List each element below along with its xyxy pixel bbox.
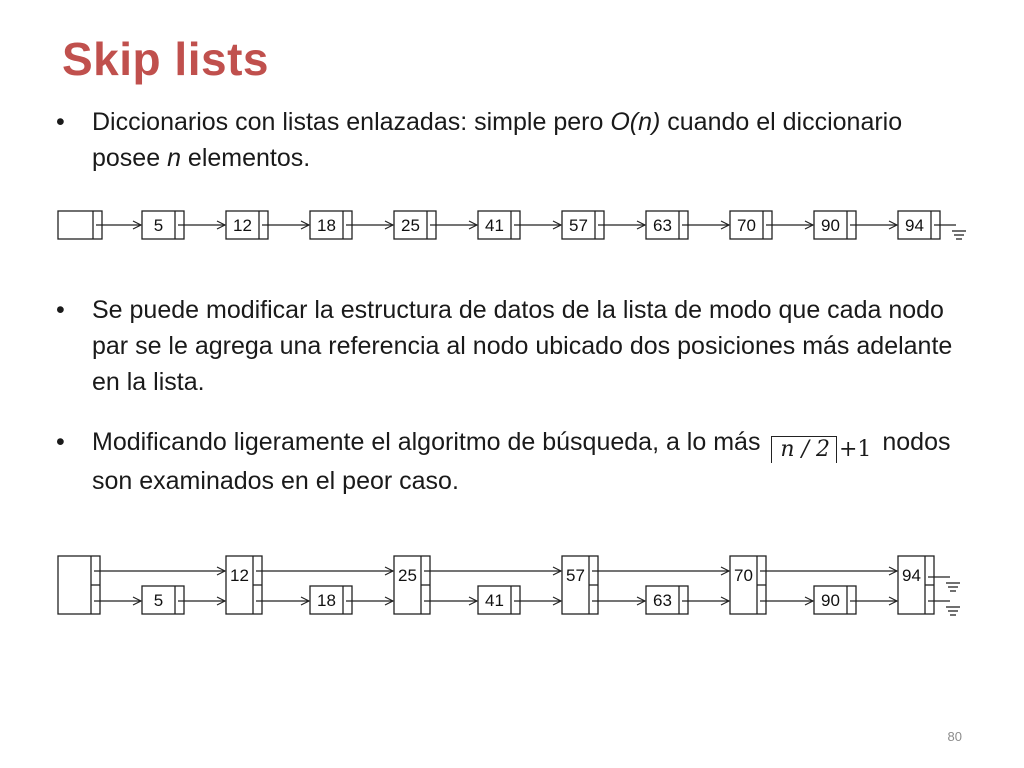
node-key: 12 bbox=[230, 566, 249, 585]
node-key: 57 bbox=[566, 566, 585, 585]
ceiling-formula-variable: n / 2 bbox=[771, 436, 837, 463]
node-key: 57 bbox=[569, 216, 588, 235]
skip-node-one-level bbox=[478, 586, 520, 614]
bullet-1-part-1: Diccionarios con listas enlazadas: simple pero bbox=[92, 108, 611, 136]
skip-node-two-level bbox=[898, 556, 934, 614]
list-node bbox=[394, 211, 436, 239]
skip-node-two-level bbox=[394, 556, 430, 614]
skip-node-one-level bbox=[814, 586, 856, 614]
node-key: 18 bbox=[317, 591, 336, 610]
bullet-3-dot: • bbox=[56, 428, 65, 456]
bullet-1-emphasis-2: n bbox=[167, 144, 181, 172]
bullet-2-text: Se puede modificar la estructura de datos de la lista de modo que cada nodo par se le agrega una referencia al nodo ubicado dos posiciones más adelante en la lista. bbox=[92, 296, 953, 396]
simple-linked-list-diagram bbox=[0, 205, 1024, 245]
bullet-3 bbox=[56, 424, 956, 499]
skip-node-one-level bbox=[310, 586, 352, 614]
node-key: 18 bbox=[317, 216, 336, 235]
node-key: 41 bbox=[485, 216, 504, 235]
list-node bbox=[814, 211, 856, 239]
node-key: 90 bbox=[821, 591, 840, 610]
node-key: 41 bbox=[485, 591, 504, 610]
node-key: 5 bbox=[153, 216, 164, 235]
bullet-1-part-3: elementos. bbox=[180, 144, 311, 172]
skip-node-one-level bbox=[142, 586, 184, 614]
null-ground-symbol bbox=[952, 231, 966, 239]
list-node bbox=[562, 211, 604, 239]
list-node bbox=[226, 211, 268, 239]
bullet-1 bbox=[56, 104, 956, 176]
header-node bbox=[58, 211, 102, 239]
null-ground-symbol bbox=[946, 607, 960, 615]
list-node bbox=[646, 211, 688, 239]
node-key: 90 bbox=[821, 216, 840, 235]
bullet-3-text bbox=[92, 424, 956, 499]
node-key: 63 bbox=[653, 591, 672, 610]
node-key: 12 bbox=[233, 216, 252, 235]
node-key: 70 bbox=[734, 566, 753, 585]
bullet-1-emphasis-1: O(n) bbox=[610, 108, 661, 136]
slide-title: Skip lists bbox=[62, 33, 269, 85]
node-key: 70 bbox=[737, 216, 756, 235]
bullet-2 bbox=[56, 292, 956, 400]
bullet-1-text bbox=[92, 104, 956, 176]
skip-node-two-level bbox=[562, 556, 598, 614]
node-key: 25 bbox=[401, 216, 420, 235]
bullet-1-part-2: cuando el diccionario posee bbox=[92, 108, 903, 172]
null-ground-symbol bbox=[946, 583, 960, 591]
skip-list-diagram bbox=[0, 554, 1024, 624]
list-node bbox=[142, 211, 184, 239]
list-node bbox=[310, 211, 352, 239]
ceiling-formula bbox=[771, 436, 871, 463]
ceiling-formula-tail: +1 bbox=[838, 437, 872, 462]
node-key: 94 bbox=[902, 566, 921, 585]
bullet-3-part-2: nodos son examinados en el peor caso. bbox=[92, 428, 951, 495]
node-key: 5 bbox=[153, 591, 164, 610]
node-key: 25 bbox=[398, 566, 417, 585]
skip-node-one-level bbox=[646, 586, 688, 614]
header-node bbox=[58, 556, 100, 614]
node-key: 94 bbox=[905, 216, 924, 235]
skip-node-two-level bbox=[730, 556, 766, 614]
bullet-1-dot: • bbox=[56, 108, 65, 136]
list-node bbox=[898, 211, 940, 239]
page-number: 80 bbox=[947, 729, 962, 744]
skip-node-two-level bbox=[226, 556, 262, 614]
bullet-2-dot: • bbox=[56, 296, 65, 324]
bullet-3-part-1: Modificando ligeramente el algoritmo de búsqueda, a lo más bbox=[92, 428, 761, 456]
list-node bbox=[730, 211, 772, 239]
node-key: 63 bbox=[653, 216, 672, 235]
list-node bbox=[478, 211, 520, 239]
